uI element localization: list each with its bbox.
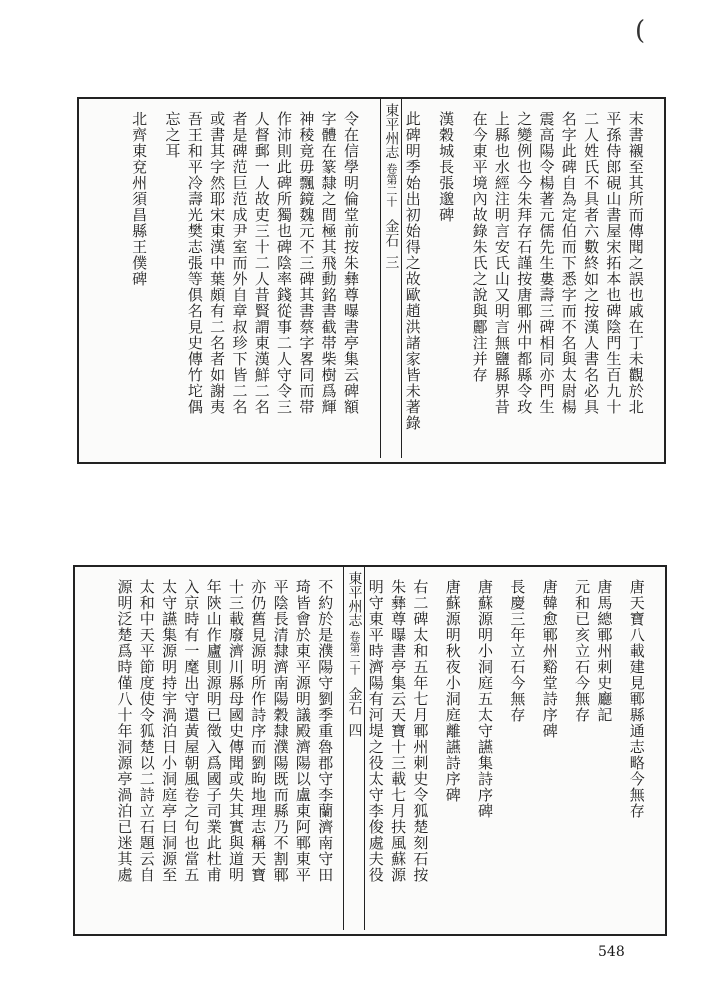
text-column: 者是碑范巨范成尹室而外自章叔珍下皆二名 [230,111,249,415]
text-column: 北齊東兗州須昌縣王僕碑 [130,111,149,287]
text-column: 元和已亥立石今無存 [573,579,592,723]
text-column: 不約於是濮陽守劉季重魯郡守李蘭濟南守田 [316,579,335,883]
text-column: 吾王和平冷壽光樊志張等俱名見史傳竹坨偶 [185,111,204,415]
text-column: 漢穀城長張邈碑 [437,111,456,223]
text-column: 上縣也水經注明言安氏山又明言無鹽縣界昔 [492,111,511,415]
text-column: 亦仍舊見源明所作詩序而劉昫地理志稱天寶 [249,579,268,883]
bottom-page-header [343,567,365,930]
text-column: 名字此碑自為定伯而下悉字而不名與太尉楊 [559,111,578,415]
header-section: 金石 [383,219,400,247]
text-column: 右二碑太和五年七月鄆州刺史令狐楚刻石按 [411,579,430,883]
text-column: 震高陽令楊著元儒先生婁壽三碑相同亦門生 [537,111,556,415]
text-column: 人督郵一人故吏三十二人昔賢謂東漢鮮二名 [252,111,271,415]
page-number: 548 [598,944,625,960]
text-column: 二人姓氏不具者六數終如之按漢人書名必具 [582,111,601,415]
header-volume: 卷第二十 [347,631,361,675]
text-column: 明守東平時濟陽有河堤之役太守李俊處夫役 [366,579,385,883]
text-column: 唐韓愈鄆州谿堂詩序碑 [540,579,559,739]
text-column: 源明泛楚爲時僅八十年洞源亭渦泊已迷其處 [115,579,134,883]
text-column: 或書其字然耶宋東漢中葉頗有二名者如謝夷 [208,111,227,415]
text-column: 平孫侍郎硯山書屋宋拓本也碑陰門生百九十 [604,111,623,415]
text-column: 朱彝尊曝書亭集云天寶十三載七月扶風蘇源 [389,579,408,883]
text-column: 年陝山作廬則源明已徵入爲國子司業此杜甫 [204,579,223,883]
text-column: 平陰長清隸濟南陽穀隸濮陽既而縣乃不割鄆 [271,579,290,883]
text-column: 末書襯至其所而傳聞之誤也戚在丁未觀於北 [626,111,645,415]
header-leaf: 三 [383,255,400,269]
text-column: 唐天寶八載建見鄆縣通志略今無存 [627,579,646,819]
header-title: 東平州志 [383,103,400,159]
text-column: 忘之耳 [163,111,182,159]
text-column: 作沛則此碑所獨也碑陰率錢從事二人守令三 [275,111,294,415]
text-column: 此碑明季始出初始得之故歐趙洪諸家皆未著錄 [403,111,422,431]
text-column: 令在信學明倫堂前按朱彝尊曝書亭集云碑額 [341,111,360,415]
corner-mark: ( [635,16,646,46]
text-column: 唐蘇源明秋夜小洞庭離讌詩序碑 [443,579,462,803]
header-leaf: 四 [346,723,363,737]
header-title: 東平州志 [346,571,363,627]
text-column: 長慶三年立石今無存 [508,579,527,723]
bottom-page-panel [73,565,667,936]
header-volume: 卷第二十 [384,163,398,207]
text-column: 太守讌集源明持宇渦泊日小洞庭亭曰洞源至 [160,579,179,883]
text-column: 神稜竟毋飄鏡魏元不三碑其書蔡字畧同而帯 [297,111,316,415]
text-column: 在今東平境內故錄朱氏之說與酈注并存 [470,111,489,383]
text-column: 入京時有一麾出守還黃屋朝風卷之句也當五 [182,579,201,883]
text-column: 十三載廢濟川縣母國史傳聞或失其實與道明 [226,579,245,883]
top-page-panel [77,97,666,464]
text-column: 唐蘇源明小洞庭五太守讌集詩序碑 [476,579,495,819]
top-page-header [380,99,402,458]
text-column: 琦皆會於東平源明議殿濟陽以盧東阿鄆東平 [293,579,312,883]
text-column: 字體在篆隸之間極其飛動銘書截帯柴樹爲輝 [319,111,338,415]
header-section: 金石 [346,687,363,715]
text-column: 唐馬總鄆州刺史廳記 [595,579,614,723]
text-column: 太和中天平節度使令狐楚以二詩立石題云自 [137,579,156,883]
text-column: 之變例也今朱拜存石謹按唐鄆州中都縣令玫 [515,111,534,415]
